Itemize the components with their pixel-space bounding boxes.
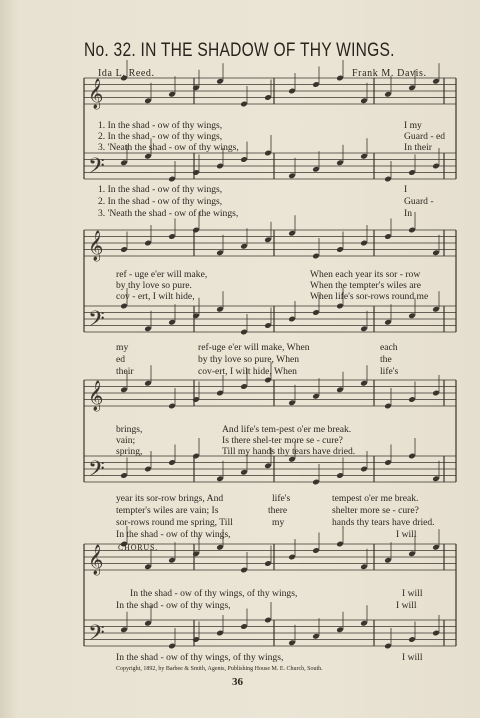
lyric-line: their [116,366,134,377]
lyric-line: vain; [116,435,136,446]
lyric-line: cov-ert, I wilt hide, When [198,366,297,377]
lyric-line: In the shad - ow of thy wings, [116,529,231,540]
lyric-line: In the shad - ow of thy wings, of thy wings, [130,588,298,599]
lyric-line: ref-uge e'er will make, When [198,342,310,353]
composer-credit: Frank M. Davis. [352,68,427,79]
clef-icon: 𝄢 [88,307,105,337]
lyric-line: In [404,208,412,219]
clef-icon: 𝄢 [88,457,105,487]
lyric-line: I [404,184,408,195]
lyric-line: there [268,505,288,516]
lyric-line: year its sor-row brings, And [116,493,224,504]
lyric-line: 2. In the shad - ow of thy wings, [98,131,223,142]
lyric-line: Guard - ed [404,131,446,142]
lyric-line: the [380,354,392,365]
lyric-line: 3. 'Neath the shad - ow of thy wings, [98,142,239,153]
lyric-line: 1. In the shad - ow of thy wings, [98,184,223,195]
lyric-line: hands thy tears have dried. [332,517,435,528]
clef-icon: 𝄞 [88,545,104,575]
clef-icon: 𝄢 [88,154,105,184]
lyric-line: shelter more se - cure? [332,505,419,516]
lyric-line: 1. In the shad - ow of thy wings, [98,120,223,131]
lyric-line: my [272,517,285,528]
clef-icon: 𝄞 [88,79,104,109]
lyricist-credit: Ida L. Reed. [98,68,155,79]
lyric-line: ed [116,354,126,365]
lyric-line: life's [272,493,291,504]
lyric-line: 3. 'Neath the shad - ow of the wings, [98,208,239,219]
copyright-notice: Copyright, 1892, by Barbee & Smith, Agents, Publishing House M. E. Church, South. [116,666,323,672]
lyric-line: In the shad - ow of thy wings, [116,600,231,611]
lyric-line: When the tempter's wiles are [310,280,421,291]
lyric-line: I will [396,529,417,540]
lyric-line: I will [402,652,423,663]
lyric-line: sor-rows round me spring, Till [116,517,233,528]
clef-icon: 𝄞 [88,381,104,411]
lyric-line: my [116,342,129,353]
lyric-line: When each year its sor - row [310,269,421,280]
hymn-title: No. 32. IN THE SHADOW OF THY WINGS. [84,40,395,61]
lyric-line: When life's sor-rows round me [310,291,429,302]
lyric-line: Guard - [404,196,434,207]
lyric-line: I will [396,600,417,611]
lyric-line: In the shad - ow of thy wings, of thy wings, [116,652,284,663]
page-number: 36 [232,676,243,688]
lyric-line: by thy love so pure, When [198,354,300,365]
lyric-line: tempest o'er me break. [332,493,419,504]
lyric-line: each [380,342,398,353]
lyric-line: I my [404,120,422,131]
lyric-line: life's [380,366,399,377]
clef-icon: 𝄞 [88,231,104,261]
lyric-line: spring, [116,446,143,457]
lyric-line: cov - ert, I wilt hide, [116,291,195,302]
lyric-line: brings, [116,424,143,435]
chorus-label: CHORUS. [118,543,159,552]
clef-icon: 𝄢 [88,621,105,651]
lyric-line: And life's tem-pest o'er me break. [222,424,352,435]
lyric-line: tempter's wiles are vain; Is [116,505,219,516]
lyric-line: 2. In the shad - ow of thy wings, [98,196,223,207]
lyric-line: ref - uge e'er will make, [116,269,208,280]
lyric-line: Is there shel-ter more se - cure? [222,435,343,446]
lyric-line: In their [404,142,432,153]
lyric-line: Till my hands thy tears have dried. [222,446,356,457]
lyric-line: by thy love so pure. [116,280,192,291]
lyric-line: I will [402,588,423,599]
